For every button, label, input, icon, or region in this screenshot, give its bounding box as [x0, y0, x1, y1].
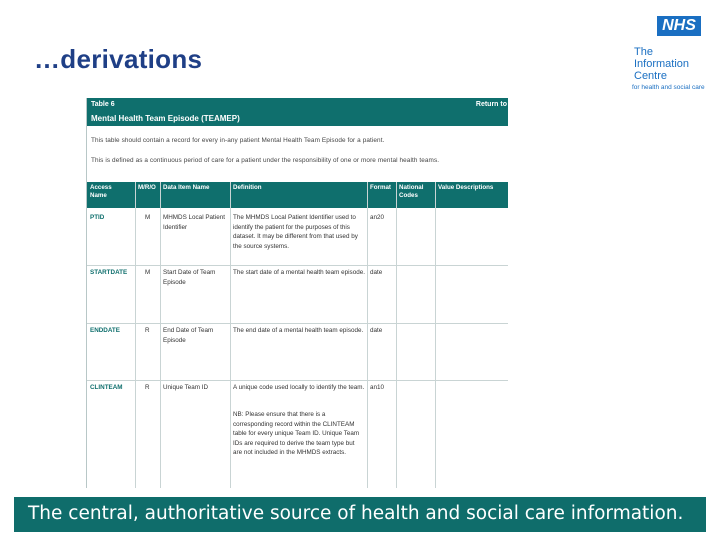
- table-row-definition: The start date of a mental health team episode.: [233, 269, 365, 276]
- row-separator: [87, 380, 508, 381]
- table-document-image: [86, 98, 508, 488]
- grid-line: [160, 182, 161, 488]
- table-name: Mental Health Team Episode (TEAMEP): [91, 114, 240, 123]
- table-row-item: Unique Team ID: [163, 384, 209, 391]
- logo-line-3: Centre: [634, 70, 668, 82]
- table-description-2: This is defined as a continuous period of care for a patient under the responsibility of one or more mental health teams.: [91, 157, 440, 164]
- table-row-format: an10: [370, 384, 385, 391]
- table-row-mro: R: [145, 384, 150, 391]
- doc-header: [87, 98, 508, 126]
- table-row-access: CLINTEAM: [90, 384, 123, 391]
- table-header-row: [87, 182, 508, 208]
- footer-banner: [14, 497, 706, 532]
- table-row-item: Start Date of Team Episode: [163, 269, 216, 286]
- nhs-logo: [630, 16, 710, 96]
- table-row-definition: A unique code used locally to identify the team.: [233, 384, 365, 391]
- slide-title: …derivations: [34, 44, 203, 74]
- table-row-access: PTID: [90, 214, 105, 221]
- grid-line: [367, 182, 368, 488]
- footer-text: The central, authoritative source of health and social care information.: [28, 503, 684, 524]
- grid-line: [230, 182, 231, 488]
- logo-line-2: Information: [634, 58, 690, 70]
- table-row-format: an20: [370, 214, 385, 221]
- nhs-badge: NHS: [657, 16, 701, 36]
- table-row-format: date: [370, 269, 383, 276]
- table-row-access: ENDDATE: [90, 327, 120, 334]
- table-row-format: date: [370, 327, 383, 334]
- table-row-mro: M: [145, 214, 151, 221]
- logo-line-1: The: [634, 46, 653, 58]
- table-row-definition: The MHMDS Local Patient Identifier used to identify the patient for the purposes of this dataset. It may be different from that used by the source systems.: [233, 214, 358, 250]
- table-row-definition: The end date of a mental health team episode.: [233, 327, 364, 334]
- return-link[interactable]: Return to: [475, 101, 507, 108]
- col-format: Format: [370, 184, 391, 191]
- grid-line: [396, 182, 397, 488]
- table-number: Table 6: [91, 101, 115, 108]
- logo-tagline: for health and social care: [632, 84, 705, 91]
- col-definition: Definition: [233, 184, 262, 191]
- col-national-codes: National Codes: [399, 184, 424, 199]
- table-row-mro: M: [145, 269, 151, 276]
- col-access-name: Access Name: [90, 184, 112, 199]
- grid-line: [135, 182, 136, 488]
- col-data-item-name: Data Item Name: [163, 184, 210, 191]
- grid-line: [435, 182, 436, 488]
- table-row-mro: R: [145, 327, 150, 334]
- row-separator: [87, 323, 508, 324]
- table-row-note: NB: Please ensure that there is a corresponding record within the CLINTEAM table for every unique Team ID. Unique Team IDs are required to derive the team type but are not included in the MHMDS extracts.: [233, 411, 360, 456]
- table-row-item: MHMDS Local Patient Identifier: [163, 214, 225, 231]
- table-row-access: STARTDATE: [90, 269, 128, 276]
- table-row-item: End Date of Team Episode: [163, 327, 214, 344]
- col-mro: M/R/O: [138, 184, 156, 191]
- table-description-1: This table should contain a record for every in-any patient Mental Health Team Episode for a patient.: [91, 137, 385, 144]
- col-value-descriptions: Value Descriptions: [438, 184, 494, 191]
- row-separator: [87, 265, 508, 266]
